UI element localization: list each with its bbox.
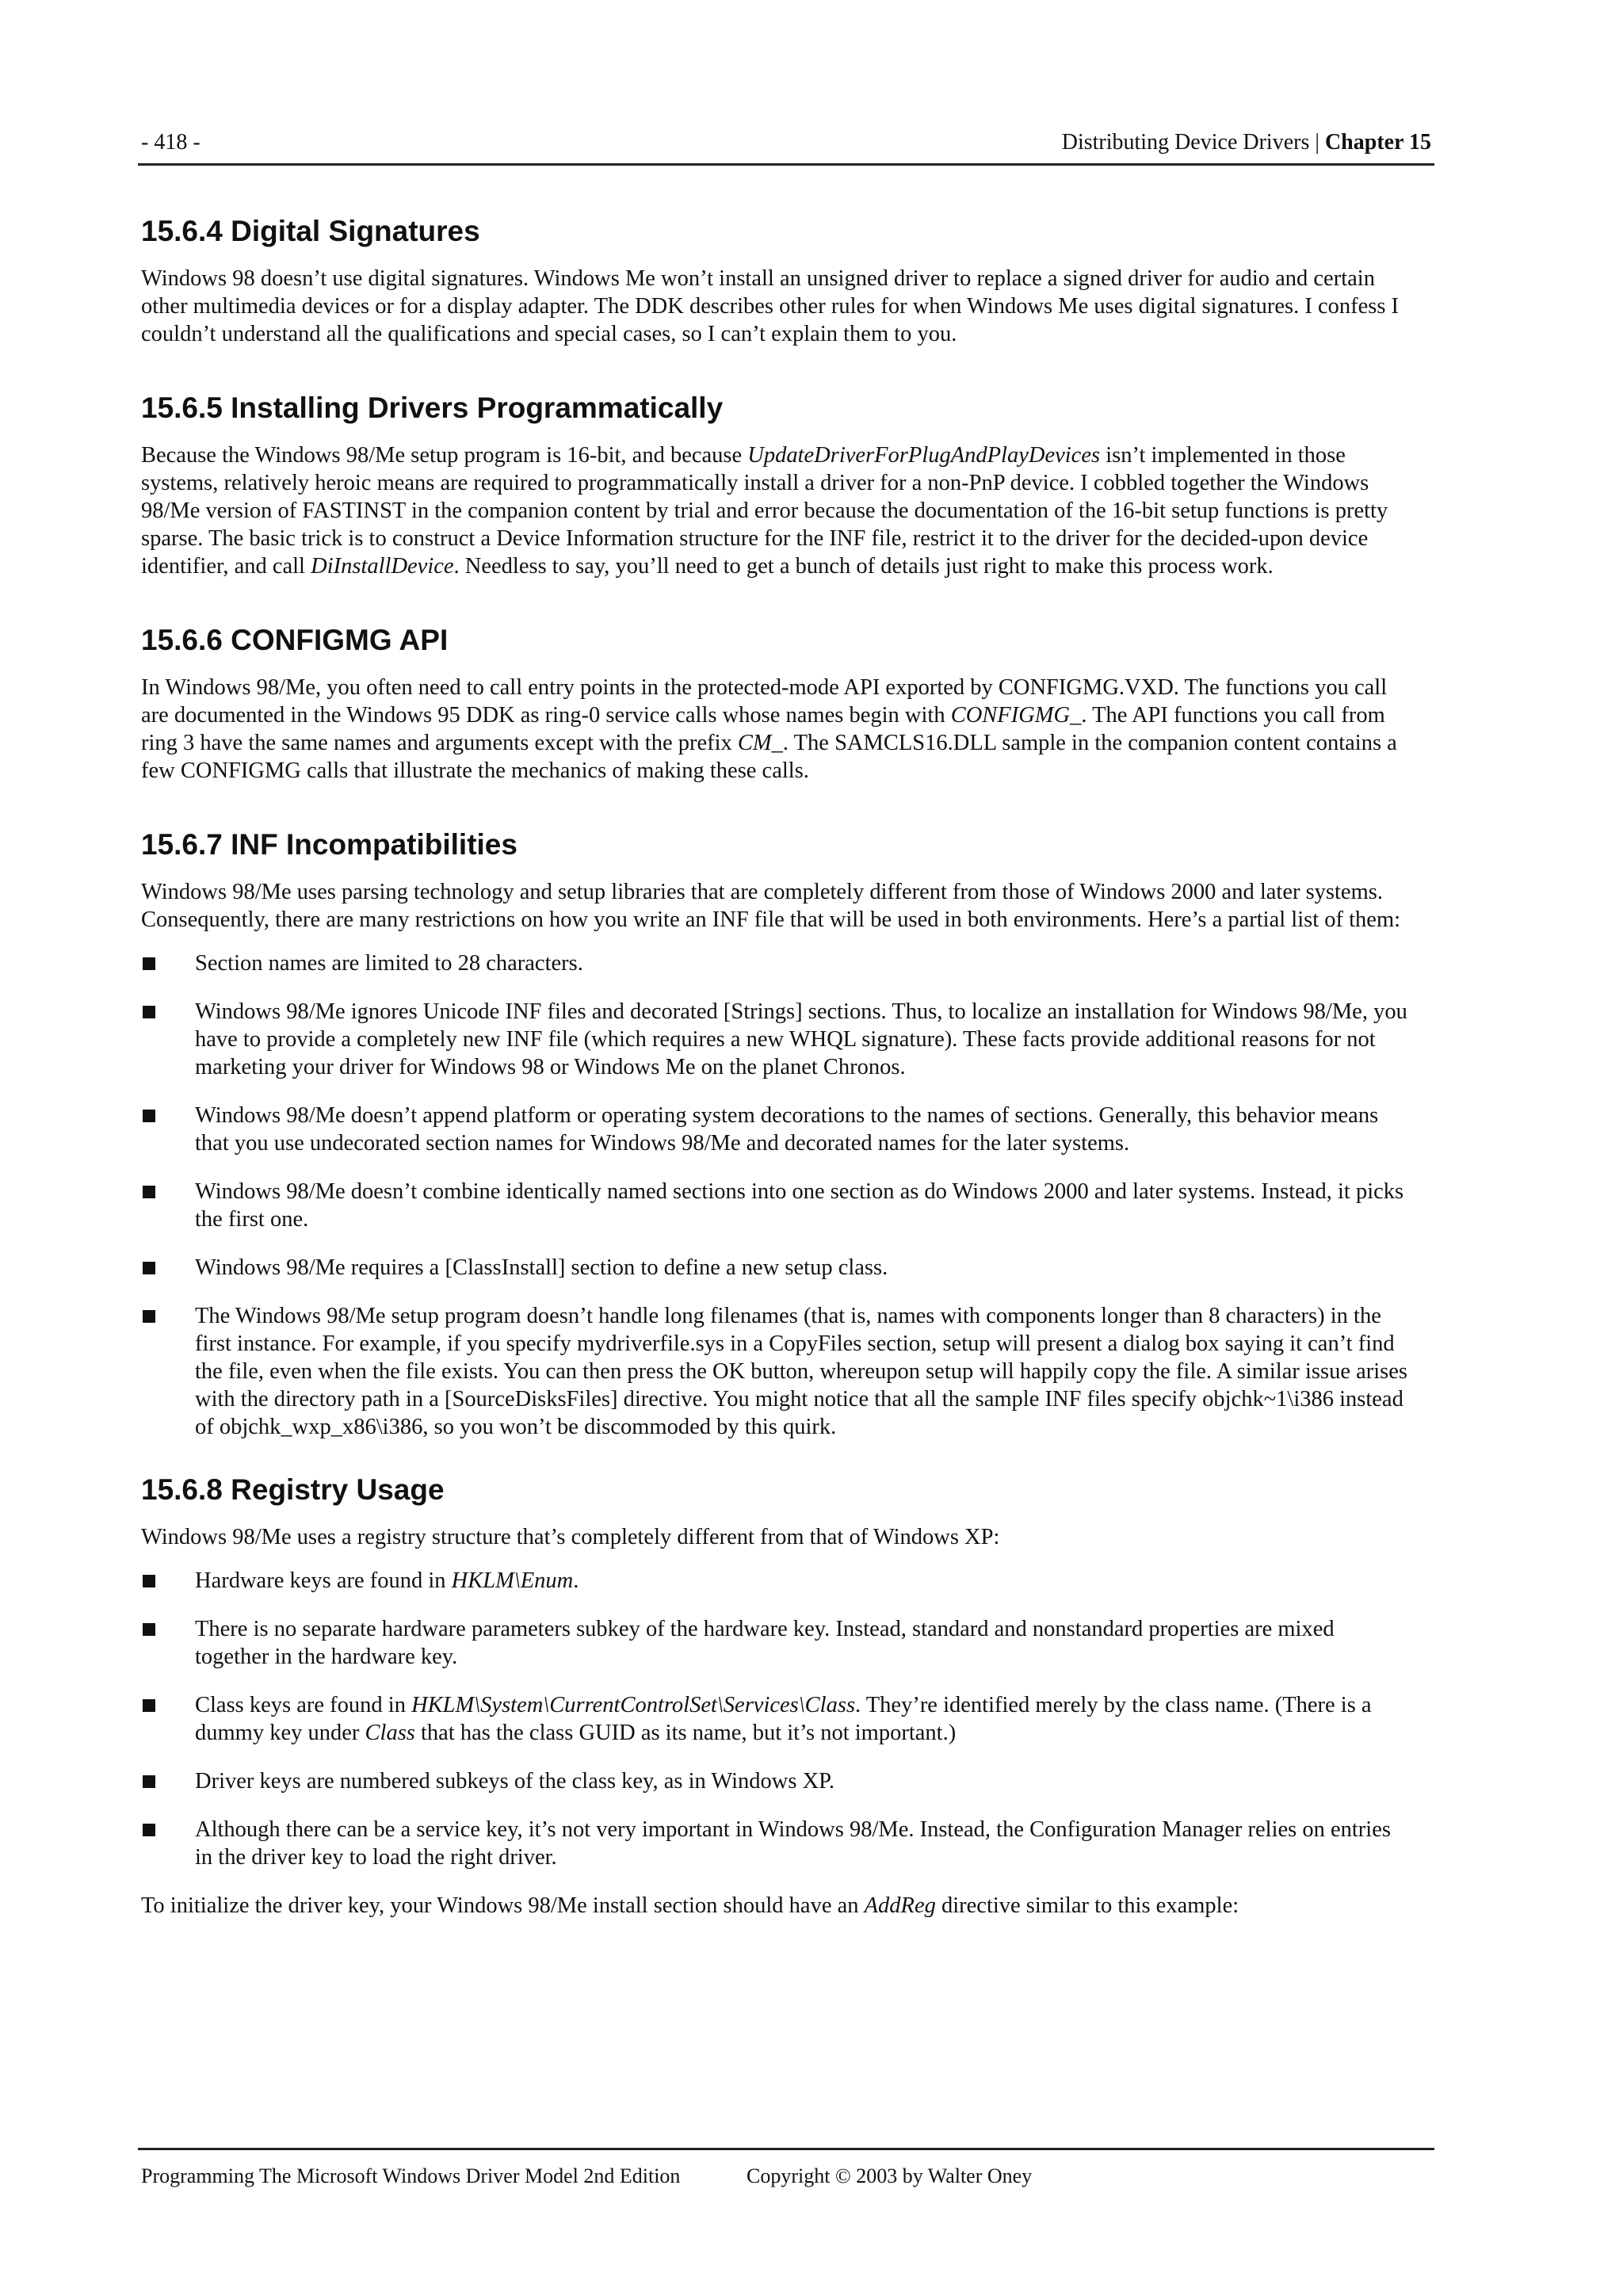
prefix-name: CONFIGMG_: [950, 703, 1082, 728]
bullet-icon: [143, 1110, 155, 1122]
bullet-icon: [143, 1006, 155, 1018]
chapter-label: Chapter 15: [1324, 130, 1431, 155]
section-heading-installing-drivers: 15.6.5 Installing Drivers Programmatically: [141, 392, 724, 424]
running-title-text: Distributing Device Drivers |: [1061, 130, 1325, 155]
section-heading-digital-signatures: 15.6.4 Digital Signatures: [141, 215, 480, 247]
function-name: DiInstallDevice: [311, 554, 454, 579]
bullet-icon: [143, 1824, 155, 1836]
bullet-icon: [143, 1262, 155, 1274]
paragraph: In Windows 98/Me, you often need to call entry points in the protected-mode API exported by CONFIGMG.VXD. The functions you call are documented in the Windows 95 DDK as ring-0 service calls whose names begin with CONFIGMG_. The API functions you call from ring 3 have the same names and arguments except with the prefix CM_. The SAMCLS16.DLL sample in the companion content contains a few CONFIGMG calls that illustrate the mechanics of making these calls.: [141, 675, 1397, 783]
bullet-list: [141, 949, 1409, 1441]
bullet-icon: [143, 1699, 155, 1712]
list-item: There is no separate hardware parameters subkey of the hardware key. Instead, standard and nonstandard properties are mixed together in the hardware key.: [141, 1615, 1409, 1671]
bullet-icon: [143, 1623, 155, 1636]
list-item: Windows 98/Me doesn’t append platform or operating system decorations to the names of sections. Generally, this behavior means that you use undecorated section names for Windows 98/Me and decorated names for the later systems.: [141, 1102, 1409, 1157]
page-header: [138, 130, 1434, 166]
page-footer: [138, 2148, 1434, 2187]
function-name: UpdateDriverForPlugAndPlayDevices: [747, 443, 1101, 468]
bullet-icon: [143, 1310, 155, 1323]
list-item: Class keys are found in HKLM\System\CurrentControlSet\Services\Class. They’re identified merely by the class name. (There is a dummy key under Class that has the class GUID as its name, but it’s not important.): [141, 1691, 1409, 1747]
running-title: [1062, 130, 1431, 155]
paragraph: Windows 98/Me uses a registry structure that’s completely different from that of Windows XP:: [141, 1525, 1000, 1549]
list-item: Although there can be a service key, it’s not very important in Windows 98/Me. Instead, the Configuration Manager relies on entries in the driver key to load the right driver.: [141, 1816, 1409, 1871]
directive-name: AddReg: [864, 1893, 936, 1918]
section-heading-configmg-api: 15.6.6 CONFIGMG API: [141, 624, 449, 656]
bullet-icon: [143, 1575, 155, 1587]
registry-key: HKLM\Enum: [451, 1568, 574, 1593]
paragraph: Windows 98 doesn’t use digital signatures. Windows Me won’t install an unsigned driver to replace a signed driver for audio and certain other multimedia devices or for a display adapter. The DDK describes other rules for when Windows Me uses digital signatures. I confess I couldn’t understand all the qualifications and special cases, so I can’t explain them to you.: [141, 266, 1400, 346]
paragraph: Windows 98/Me uses parsing technology and setup libraries that are completely different from those of Windows 2000 and later systems. Consequently, there are many restrictions on how you write an INF file that will be used in both environments. Here’s a partial list of them:: [141, 880, 1401, 932]
paragraph: To initialize the driver key, your Windows 98/Me install section should have an AddReg directive similar to this example:: [141, 1893, 1239, 1918]
section-heading-inf-incompatibilities: 15.6.7 INF Incompatibilities: [141, 828, 517, 861]
section-heading-registry-usage: 15.6.8 Registry Usage: [141, 1473, 445, 1506]
bullet-icon: [143, 957, 155, 970]
registry-key: Class: [365, 1721, 415, 1745]
list-item: Section names are limited to 28 characters.: [141, 949, 1409, 977]
list-item: The Windows 98/Me setup program doesn’t handle long filenames (that is, names with components longer than 8 characters) in the first instance. For example, if you specify mydriverfile.sys in a CopyFiles section, setup will present a dialog box saying it can’t find the file, even when the file exists. You can then press the OK button, whereupon setup will happily copy the file. A similar issue arises with the directory path in a [SourceDisksFiles] directive. You might notice that all the sample INF files specify objchk~1\i386 instead of objchk_wxp_x86\i386, so you won’t be discommoded by this quirk.: [141, 1302, 1409, 1441]
bullet-list: [141, 1567, 1409, 1871]
bullet-icon: [143, 1775, 155, 1788]
paragraph: Because the Windows 98/Me setup program is 16-bit, and because UpdateDriverForPlugAndPlayDevices isn’t implemented in those systems, relatively heroic means are required to programmatically install a driver for a non-PnP device. I cobbled together the Windows 98/Me version of FASTINST in the companion content by trial and error because the documentation of the 16-bit setup functions is pretty sparse. The basic trick is to construct a Device Information structure for the INF file, restrict it to the driver for the decided-upon device identifier, and call DiInstallDevice. Needless to say, you’ll need to get a bunch of details just right to make this process work.: [141, 443, 1388, 579]
list-item: Driver keys are numbered subkeys of the class key, as in Windows XP.: [141, 1767, 1409, 1795]
prefix-name: CM_: [737, 731, 783, 755]
registry-key: HKLM\System\CurrentControlSet\Services\Class: [411, 1693, 856, 1717]
page-body: [141, 214, 1409, 1935]
page-number: - 418 -: [141, 130, 200, 155]
copyright: Copyright © 2003 by Walter Oney: [747, 2164, 1033, 2187]
book-title: Programming The Microsoft Windows Driver Model 2nd Edition: [141, 2164, 681, 2187]
list-item: Windows 98/Me doesn’t combine identically named sections into one section as do Windows 2000 and later systems. Instead, it picks the first one.: [141, 1178, 1409, 1233]
list-item: Windows 98/Me ignores Unicode INF files and decorated [Strings] sections. Thus, to localize an installation for Windows 98/Me, you have to provide a completely new INF file (which requires a new WHQL signature). These facts provide additional reasons for not marketing your driver for Windows 98 or Windows Me on the planet Chronos.: [141, 998, 1409, 1081]
list-item: Windows 98/Me requires a [ClassInstall] section to define a new setup class.: [141, 1254, 1409, 1282]
bullet-icon: [143, 1186, 155, 1198]
list-item: Hardware keys are found in HKLM\Enum.: [141, 1567, 1409, 1595]
